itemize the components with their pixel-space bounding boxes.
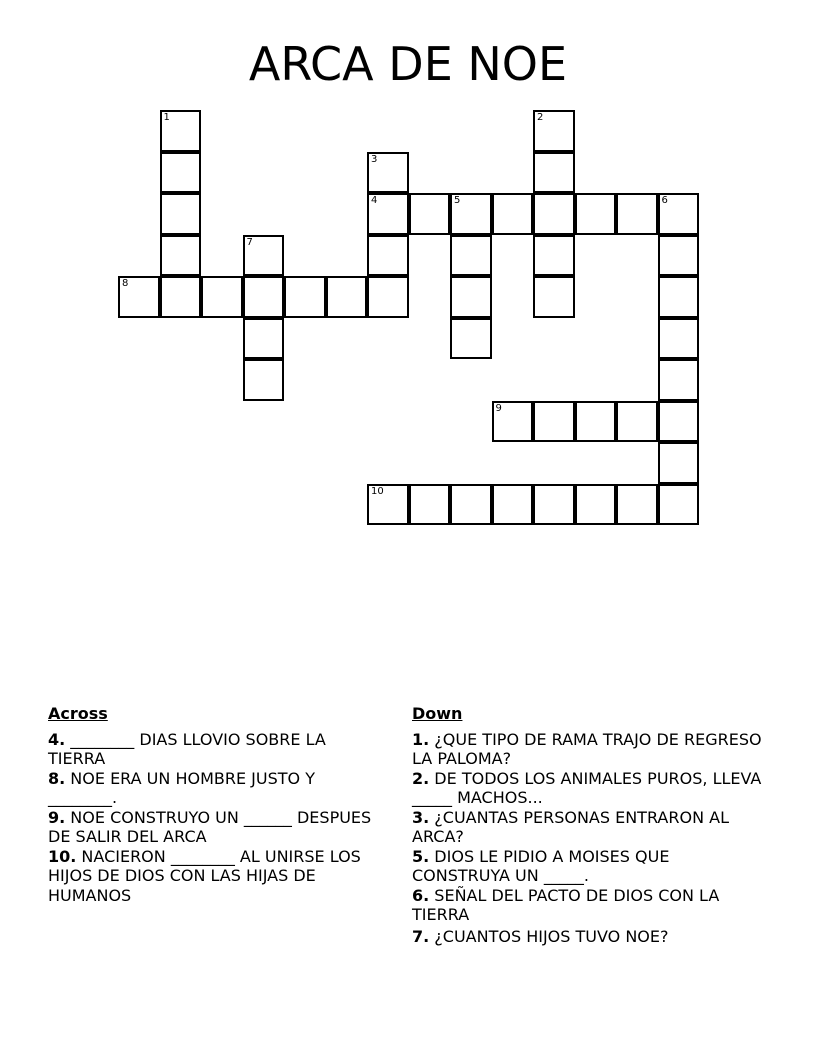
grid-cell[interactable] [533,152,575,194]
down-clue-6: 6. SEÑAL DEL PACTO DE DIOS CON LA TIERRA [412,885,720,924]
grid-cell[interactable] [533,110,575,152]
cell-number: 8 [122,278,129,289]
grid-cell[interactable] [658,484,700,526]
grid-cell[interactable] [409,484,451,526]
grid-cell[interactable] [160,110,202,152]
grid-cell[interactable] [160,193,202,235]
grid-cell[interactable] [367,152,409,194]
grid-cell[interactable] [243,318,285,360]
grid-cell[interactable] [492,193,534,235]
across-clue-9: 9. NOE CONSTRUYO UN ______ DESPUES DE SALIR DEL ARCA [48,807,372,846]
grid-cell[interactable] [201,276,243,318]
down-clue-3: 3. ¿CUANTAS PERSONAS ENTRARON AL ARCA? [412,807,729,846]
grid-cell[interactable] [658,276,700,318]
grid-cell[interactable] [450,235,492,277]
grid-cell[interactable] [533,484,575,526]
down-heading: Down [412,704,463,723]
grid-cell[interactable] [450,484,492,526]
grid-cell[interactable] [409,193,451,235]
grid-cell[interactable] [575,193,617,235]
grid-cell[interactable] [533,276,575,318]
down-clues [412,704,762,946]
grid-cell[interactable] [326,276,368,318]
down-clue-5: 5. DIOS LE PIDIO A MOISES QUE CONSTRUYA UN _____. [412,846,670,885]
across-clues [48,704,378,905]
grid-cell[interactable] [367,193,409,235]
grid-cell[interactable] [160,276,202,318]
cell-number: 4 [371,195,378,206]
grid-cell[interactable] [658,401,700,443]
grid-cell[interactable] [450,276,492,318]
grid-cell[interactable] [658,442,700,484]
grid-cell[interactable] [118,276,160,318]
down-clue-7: 7. ¿CUANTOS HIJOS TUVO NOE? [412,926,669,946]
grid-cell[interactable] [658,235,700,277]
grid-cell[interactable] [616,401,658,443]
across-clue-4: 4. ________ DIAS LLOVIO SOBRE LA TIERRA [48,729,326,768]
grid-cell[interactable] [616,193,658,235]
grid-cell[interactable] [450,318,492,360]
grid-cell[interactable] [492,401,534,443]
grid-cell[interactable] [575,401,617,443]
grid-cell[interactable] [367,235,409,277]
down-clue-1: 1. ¿QUE TIPO DE RAMA TRAJO DE REGRESO LA PALOMA? [412,729,762,768]
cell-number: 1 [163,112,170,123]
grid-cell[interactable] [367,276,409,318]
across-heading: Across [48,704,108,723]
grid-cell[interactable] [160,235,202,277]
grid-cell[interactable] [160,152,202,194]
across-clue-10: 10. NACIERON ________ AL UNIRSE LOS HIJOS DE DIOS CON LAS HIJAS DE HUMANOS [48,846,361,905]
cell-number: 9 [495,402,502,414]
grid-cell[interactable] [492,484,534,526]
grid-cell[interactable] [243,359,285,401]
cell-number: 6 [661,195,668,206]
cell-number: 10 [371,485,384,497]
cell-number: 5 [454,195,461,206]
grid-cell[interactable] [284,276,326,318]
cell-number: 2 [537,112,544,123]
grid-cell[interactable] [243,276,285,318]
cell-number: 7 [246,236,253,248]
grid-cell[interactable] [367,484,409,526]
grid-cell[interactable] [616,484,658,526]
across-clue-8: 8. NOE ERA UN HOMBRE JUSTO Y ________. [48,768,315,807]
grid-cell[interactable] [658,318,700,360]
down-clue-2: 2. DE TODOS LOS ANIMALES PUROS, LLEVA _____ MACHOS... [412,768,762,807]
grid-cell[interactable] [533,401,575,443]
grid-cell[interactable] [533,193,575,235]
grid-cell[interactable] [450,193,492,235]
grid-cell[interactable] [658,193,700,235]
page-title: ARCA DE NOE [248,37,568,91]
grid-cell[interactable] [575,484,617,526]
cell-number: 3 [371,153,378,165]
grid-cell[interactable] [533,235,575,277]
grid-cell[interactable] [243,235,285,277]
grid-cell[interactable] [658,359,700,401]
